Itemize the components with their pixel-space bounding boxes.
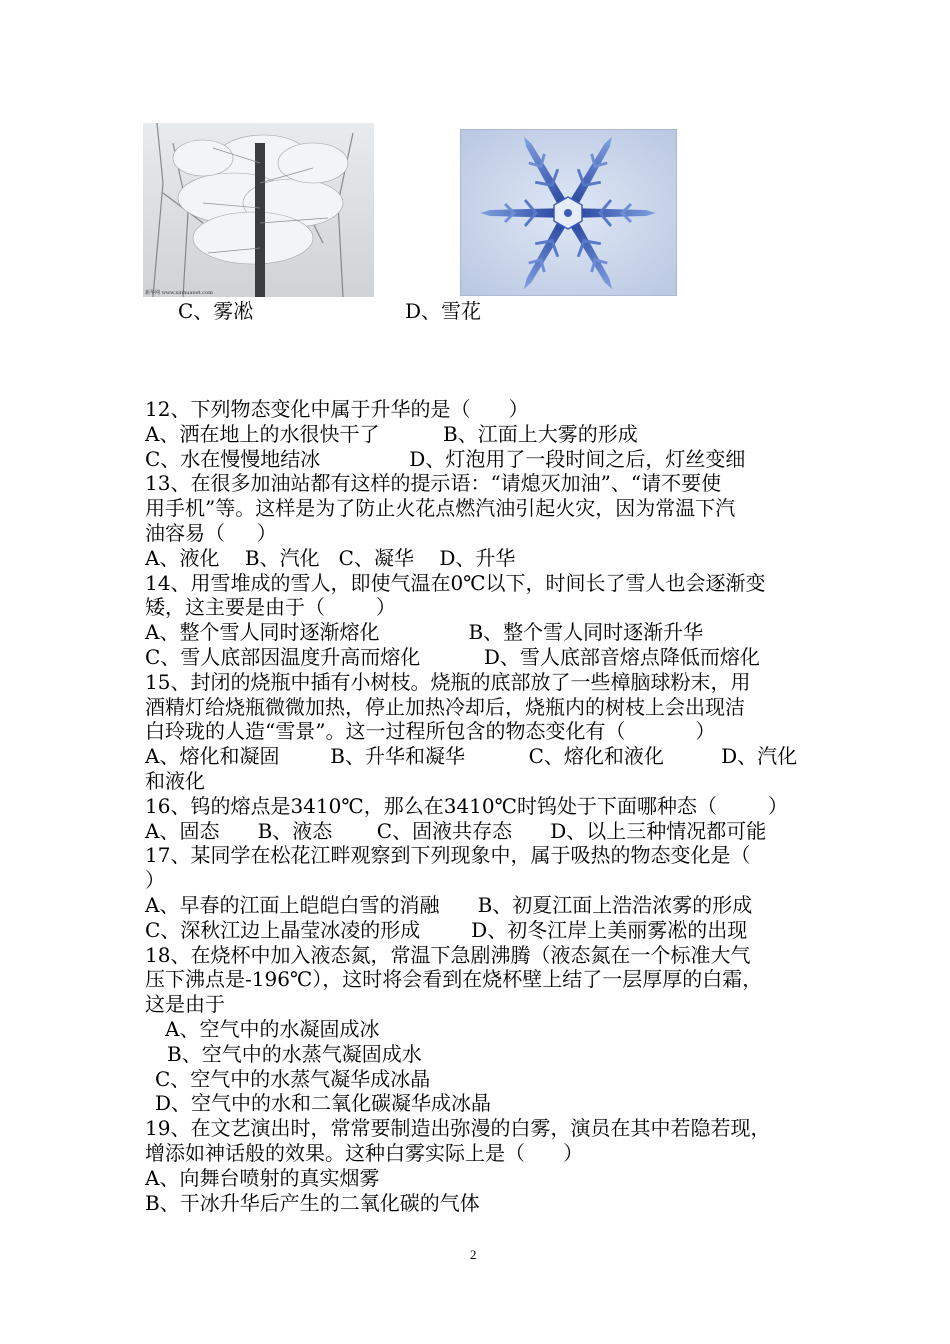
snowflake-photo [460,129,677,296]
question-14-line1: 14、用雪堆成的雪人，即使气温在0℃以下，时间长了雪人也会逐渐变 [145,570,766,595]
question-19-line2: 增添如神话般的效果。这种白雾实际上是（ ） [145,1140,584,1165]
question-18-line2: 压下沸点是-196℃），这时将会看到在烧杯壁上结了一层厚厚的白霜， [145,967,763,992]
q18-option-a: A、空气中的水凝固成冰 [165,1016,380,1041]
question-18-line3: 这是由于 [145,992,225,1017]
question-12: 12、下列物态变化中属于升华的是（ ） [145,397,529,421]
q12-options-cd: C、水在慢慢地结冰 D、灯泡用了一段时间之后，灯丝变细 [145,446,746,471]
q18-option-c: C、空气中的水蒸气凝华成冰晶 [155,1066,431,1091]
question-17-line1: 17、某同学在松花江畔观察到下列现象中，属于吸热的物态变化是（ [145,843,751,868]
page-number: 2 [470,1247,477,1262]
q19-option-b: B、干冰升华后产生的二氧化碳的气体 [145,1190,480,1215]
q14-options-ab: A、整个雪人同时逐渐熔化 B、整个雪人同时逐渐升华 [145,620,704,645]
question-15-line3: 白玲珑的人造“雪景”。这一过程所包含的物态变化有（ ） [145,719,716,744]
question-16: 16、钨的熔点是3410℃，那么在3410℃时钨处于下面哪种态（ ） [145,793,788,818]
question-14-line2: 矮，这主要是由于（ ） [145,595,396,620]
q17-options-cd: C、深秋江边上晶莹冰凌的形成 D、初冬江岸上美丽雾凇的出现 [145,917,748,942]
question-13-line1: 13、在很多加油站都有这样的提示语：“请熄灭加油”、“请不要使 [145,471,722,496]
q14-options-cd: C、雪人底部因温度升高而熔化 D、雪人底部音熔点降低而熔化 [145,644,760,669]
q16-options: A、固态 B、液态 C、固液共存态 D、以上三种情况都可能 [145,818,767,843]
q13-options: A、液化 B、汽化 C、凝华 D、升华 [145,545,516,570]
q12-options-ab: A、洒在地上的水很快干了 B、江面上大雾的形成 [145,421,638,446]
question-13-line3: 油容易（ ） [145,520,277,545]
question-text-block [145,397,835,1215]
question-18-line1: 18、在烧杯中加入液态氮，常温下急剧沸腾（液态氮在一个标准大气 [145,942,751,967]
question-15-line2: 酒精灯给烧瓶微微加热，停止加热冷却后，烧瓶内的树枝上会出现洁 [145,694,745,719]
q17-options-ab: A、早春的江面上皑皑白雪的消融 B、初夏江面上浩浩浓雾的形成 [145,892,753,917]
question-19-line1: 19、在文艺演出时，常常要制造出弥漫的白雾，演员在其中若隐若现， [145,1116,771,1141]
q18-option-d: D、空气中的水和二氧化碳凝华成冰晶 [155,1091,492,1116]
question-15-line1: 15、封闭的烧瓶中插有小树枝。烧瓶的底部放了一些樟脑球粉末，用 [145,669,751,694]
q15-options-line1: A、熔化和凝固 B、升华和凝华 C、熔化和液化 D、汽化 [145,744,798,769]
q19-option-a: A、向舞台喷射的真实烟雾 [145,1165,380,1190]
question-13-line2: 用手机”等。这样是为了防止火花点燃汽油引起火灾，因为常温下汽 [145,496,736,521]
q15-options-line2: 和液化 [145,768,205,793]
question-17-line2: ） [145,868,165,893]
photo-watermark: 新华网 www.xinhuanet.com [145,290,213,296]
caption-d-snowflake: D、雪花 [405,299,482,323]
rime-photo [143,123,374,297]
q18-option-b: B、空气中的水蒸气凝固成水 [167,1041,422,1066]
caption-c-rime: C、雾凇 [178,299,254,323]
